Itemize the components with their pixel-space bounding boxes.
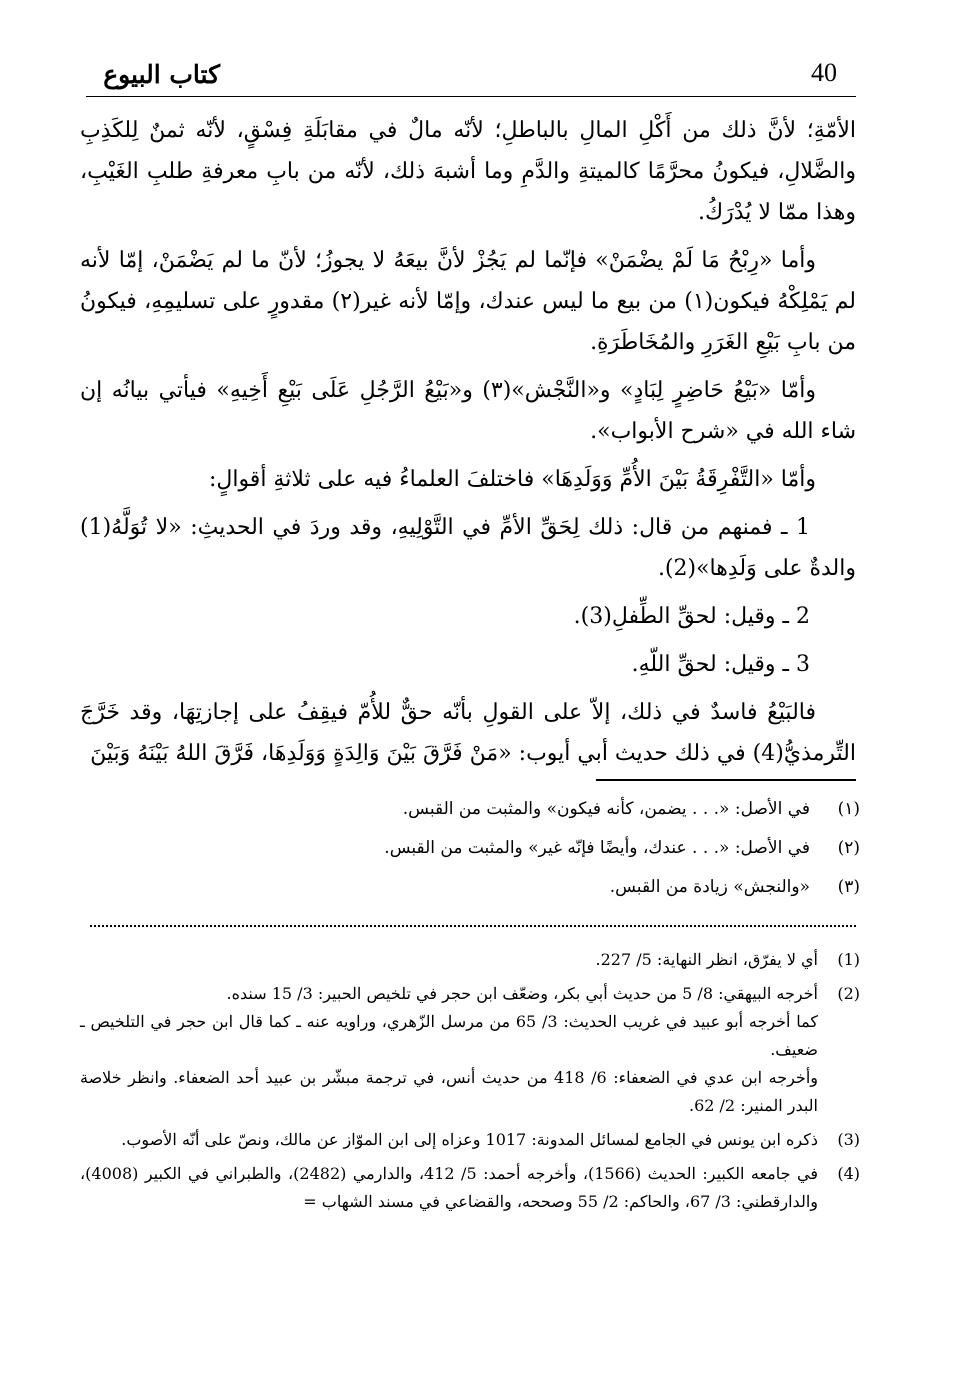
footnote-number: (3): [837, 1130, 860, 1149]
main-text: [80, 110, 856, 781]
header-rule: [86, 96, 856, 97]
footnotes: [80, 946, 860, 1222]
footnote-line: أي لا يفرّق، انظر النهاية: 5/ 227.: [595, 950, 818, 969]
footnote-line: وأخرجه ابن عدي في الضعفاء: 6/ 418 من حديث أنس، في ترجمة مبشّر بن عبيد أحد الضعفاء. وانظر خلاصة البدر المنير: 2/ 62.: [80, 1068, 818, 1115]
editor-note-text: في الأصل: «. . . عندك، وأيضًا فإنّه غير» والمثبت من القبس.: [384, 838, 810, 858]
editor-note-text: «والنجش» زيادة من القبس.: [609, 877, 810, 897]
footnote: [80, 946, 860, 974]
footnote-text: [80, 1126, 818, 1154]
editor-note: [80, 790, 860, 829]
paragraph-2: وأما «رِبْحُ مَا لَمْ يضْمَنْ» فإنّما لم يَجُزْ لأنَّ بيعَهُ لا يجوزُ؛ لأنّ ما لم يَضْمَنْ، إمّا لأنه لم يَمْلِكْهُ فيكون(١) من بيع ما ليس عندك، وإمّا لأنه غير(٢) مقدورٍ على تسليمِهِ، فيكونُ من بابِ بَيْعِ الغَرَرِ والمُخَاطَرَةِ.: [80, 248, 857, 355]
footnote-rule: [596, 779, 856, 781]
page-number: 40: [811, 58, 837, 87]
opinion-3: 3 ـ وقيل: لحقِّ اللّهِ.: [631, 652, 810, 677]
editor-notes: [80, 790, 860, 907]
footnote-text: [80, 1160, 818, 1216]
paragraph-5: فالبَيْعُ فاسدٌ في ذلك، إلاّ على القولِ بأنّه حقٌّ للأُمّ فيقِفُ على إجازتِهَا، وقد خَرَّجَ التِّرمذيُّ(4) في ذلك حديث أبي أيوب: «مَنْ فَرَّقَ بَيْنَ وَالِدَةٍ وَوَلَدِهَا، فَرَّقَ اللهُ بَيْنَهُ وَبَيْنَ: [80, 700, 856, 766]
footnote: [80, 1126, 860, 1154]
footnote-number: (2): [837, 984, 860, 1003]
paragraph-3: وأمّا «بَيْعُ حَاضِرٍ لِبَادٍ» و«النَّجْش»(٣) و«بَيْعُ الرَّجُلِ عَلَى بَيْعِ أَخِيهِ» فيأتي بيانُه إن شاء الله في «شرح الأبواب».: [80, 378, 856, 444]
editor-note-number: (٢): [837, 838, 860, 858]
editor-note-number: (١): [837, 799, 860, 819]
footnote-text: [80, 946, 818, 974]
opinion-2: 2 ـ وقيل: لحقِّ الطِّفلِ(3).: [573, 604, 810, 629]
footnote-number: (1): [837, 950, 860, 969]
dotted-separator: [90, 925, 856, 927]
footnote: [80, 980, 860, 1120]
paragraph-1: الأمّةِ؛ لأنَّ ذلك من أَكْلِ المالِ بالباطلِ؛ لأنّه مالٌ في مقابَلَةِ فِسْقٍ، لأنّه ثمنٌ لِلكَذِبِ والضَّلالِ، فيكونُ محرَّمًا كالميتةِ والدَّمِ وما أشبهَ ذلك، لأنّه من بابِ معرفةِ طلبِ الغَيْبِ، وهذا ممّا لا يُدْرَكُ.: [80, 118, 856, 225]
footnote: [80, 1160, 860, 1216]
footnote-line: أخرجه البيهقي: 8/ 5 من حديث أبي بكر، وضعّف ابن حجر في تلخيص الحبير: 3/ 15 سنده.: [226, 984, 818, 1003]
footnote-line: ذكره ابن يونس في الجامع لمسائل المدونة: 1017 وعزاه إلى ابن الموّاز عن مالك، ونصّ على أنّه الأصوب.: [121, 1130, 818, 1149]
footnote-text: [80, 980, 818, 1120]
footnote-number: (4): [837, 1164, 860, 1183]
editor-note-text: في الأصل: «. . . يضمن، كأنه فيكون» والمثبت من القبس.: [402, 799, 810, 819]
footnote-line: كما أخرجه أبو عبيد في غريب الحديث: 3/ 65 من مرسل الزّهري، وراويه عنه ـ كما قال ابن حجر في التلخيص ـ ضعيف.: [80, 1012, 818, 1059]
editor-note-number: (٣): [837, 877, 860, 897]
footnote-line: في جامعه الكبير: الحديث (1566)، وأخرجه أحمد: 5/ 412، والدارمي (2482)، والطبراني في الكبير (4008)، والدارقطني: 3/ 67، والحاكم: 2/ 55 وصححه، والقضاعي في مسند الشهاب =: [80, 1164, 818, 1211]
opinion-1: 1 ـ فمنهم من قال: ذلك لِحَقِّ الأمِّ في التَّوْلِيهِ، وقد وردَ في الحديثِ: «لا تُوَلَّهُ(1) والدةٌ على وَلَدِها»(2).: [80, 515, 856, 581]
editor-note: [80, 829, 860, 868]
running-header-title: كتاب البيوع: [103, 60, 220, 89]
editor-note: [80, 868, 860, 907]
paragraph-4: وأمّا «التَّفْرِقَةُ بَيْنَ الأُمِّ وَوَلَدِهَا» فاختلفَ العلماءُ فيه على ثلاثةِ أقوالٍ:: [208, 467, 816, 492]
